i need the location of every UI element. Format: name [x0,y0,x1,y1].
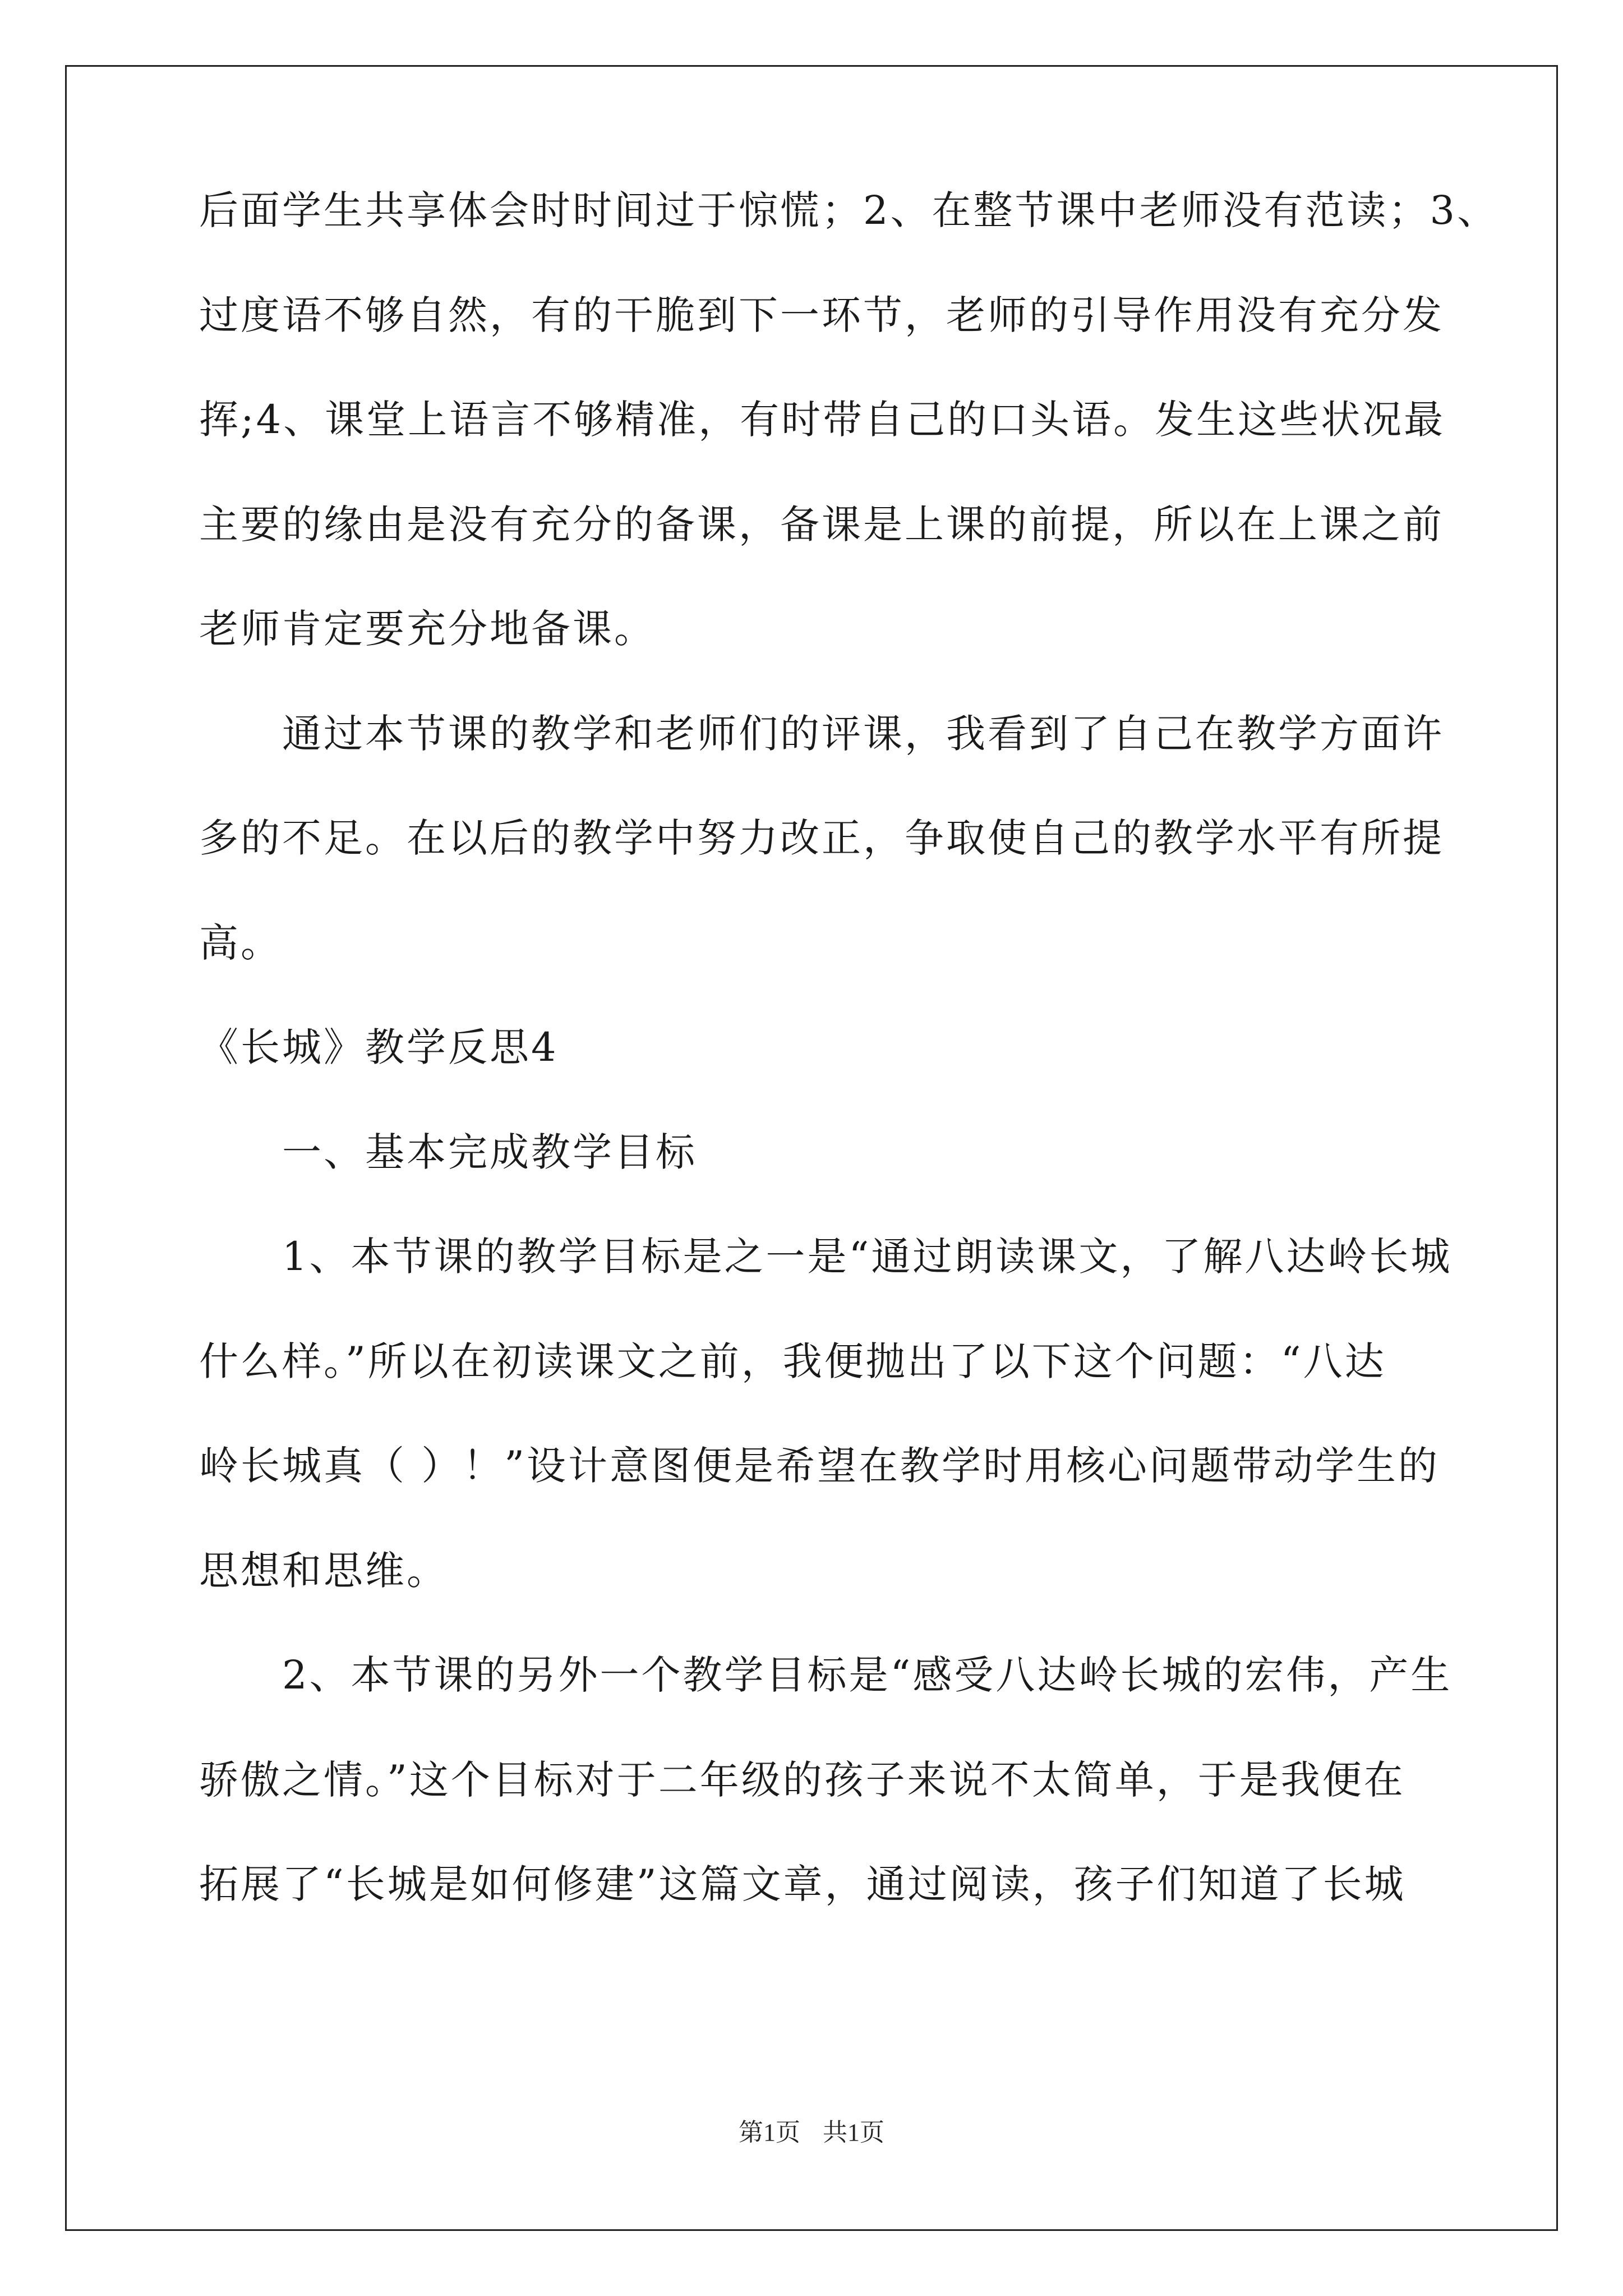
text-line: 多的不足。在以后的教学中努力改正，争取使自己的教学水平有所提 [199,815,1444,861]
page-total: 共1页 [823,2119,884,2146]
section-heading: 《长城》教学反思4 [199,1024,559,1070]
text-line: 1、本节课的教学目标是之一是“通过朗读课文，了解八达岭长城 [282,1234,1453,1280]
text-line: 2、本节课的另外一个教学目标是“感受八达岭长城的宏伟，产生 [282,1652,1453,1698]
text-line: 通过本节课的教学和老师们的评课，我看到了自己在教学方面许 [282,711,1444,757]
text-line: 老师肯定要充分地备课。 [199,606,656,652]
text-line: 过度语不够自然，有的干脆到下一环节，老师的引导作用没有充分发 [199,292,1444,338]
text-line: 高。 [199,920,282,966]
text-line: 拓展了“长城是如何修建”这篇文章，通过阅读，孩子们知道了长城 [199,1861,1406,1907]
text-line: 后面学生共享体会时时间过于惊慌；2、在整节课中老师没有范读；3、 [199,187,1499,233]
text-line: 主要的缘由是没有充分的备课，备课是上课的前提，所以在上课之前 [199,501,1444,547]
text-line: 岭长城真（ ）！”设计意图便是希望在教学时用核心问题带动学生的 [199,1443,1440,1489]
subheading: 一、基本完成教学目标 [282,1129,697,1175]
text-line: 什么样。”所以在初读课文之前，我便抛出了以下这个问题：“八达 [199,1338,1386,1384]
text-line: 思想和思维。 [199,1548,448,1594]
page-number: 第1页 [739,2119,800,2146]
text-line: 骄傲之情。”这个目标对于二年级的孩子来说不太简单，于是我便在 [199,1757,1405,1803]
text-line: 挥;4、课堂上语言不够精准，有时带自己的口头语。发生这些状况最 [199,397,1446,443]
page-footer [0,2117,1623,2148]
